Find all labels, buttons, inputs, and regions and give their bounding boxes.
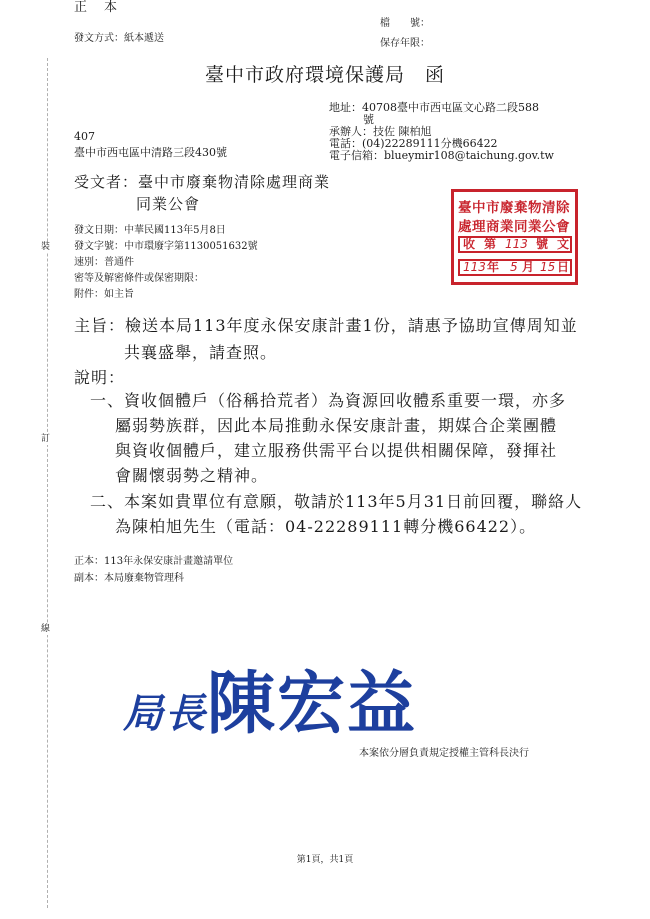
sender-phone: 電話：(04)22289111分機66422 xyxy=(329,137,498,150)
sender-officer: 承辦人：技佐 陳柏旭 xyxy=(329,125,432,138)
original-to: 正本：113年永保安康計畫邀請單位 xyxy=(74,556,234,567)
recipient-address: 臺中市西屯區中清路三段430號 xyxy=(74,146,227,159)
binding-mark: 裝 xyxy=(41,242,51,252)
stamp-receipt-number: 收 第 113 號 文 xyxy=(458,236,572,253)
recipient-line1: 受文者：臺中市廢棄物清除處理商業 xyxy=(74,173,331,191)
page-footer: 第1頁，共1頁 xyxy=(296,855,354,865)
subject-line1: 主旨：檢送本局113年度永保安康計畫1份，請惠予協助宣傳周知並 xyxy=(74,316,578,335)
file-number-label: 檔 號： xyxy=(380,18,430,29)
agency-title: 臺中市政府環境保護局 函 xyxy=(204,64,445,86)
speed: 速別：普通件 xyxy=(74,257,134,268)
item2-line: 為陳柏旭先生（電話：04-22289111轉分機66422）。 xyxy=(115,517,537,536)
delivery-method: 發文方式：紙本遞送 xyxy=(74,33,164,44)
subject-line2: 共襄盛舉，請查照。 xyxy=(124,343,278,362)
sender-address-line2: 號 xyxy=(363,113,374,126)
attachment: 附件：如主旨 xyxy=(74,289,134,300)
binding-mark: 線 xyxy=(41,624,51,634)
binding-mark: 訂 xyxy=(41,434,51,444)
confidentiality: 密等及解密條件或保密期限： xyxy=(74,273,204,284)
director-signature xyxy=(123,650,417,747)
retention-label: 保存年限： xyxy=(380,38,430,49)
item2-line: 二、本案如貴單位有意願，敬請於113年5月31日前回覆，聯絡人 xyxy=(90,492,583,511)
sender-email: 電子信箱：blueymir108@taichung.gov.tw xyxy=(329,149,554,162)
copy-to: 副本：本局廢棄物管理科 xyxy=(74,573,184,584)
item1-line: 與資收個體戶，建立服務供需平台以提供相關保障，發揮社 xyxy=(115,441,558,460)
stamp-line2: 處理商業同業公會 xyxy=(458,219,570,235)
item1-line: 一、資收個體戶（俗稱拾荒者）為資源回收體系重要一環，亦多 xyxy=(90,391,567,410)
item1-line: 會關懷弱勢之精神。 xyxy=(115,466,269,485)
issue-date: 發文日期：中華民國113年5月8日 xyxy=(74,225,226,236)
sender-address-line1: 地址：40708臺中市西屯區文心路二段588 xyxy=(329,101,539,114)
delegation-note: 本案依分層負責規定授權主管科長決行 xyxy=(359,748,529,759)
doc-number: 發文字號：中市環廢字第1130051632號 xyxy=(74,241,258,252)
stamp-line1: 臺中市廢棄物清除 xyxy=(458,200,570,216)
signature-title: 局長 xyxy=(123,690,207,737)
item1-line: 屬弱勢族群，因此本局推動永保安康計畫，期媒合企業團體 xyxy=(115,416,558,435)
signature-name: 陳宏益 xyxy=(207,664,418,744)
copy-mark: 正 本 xyxy=(74,0,120,15)
recipient-line2: 同業公會 xyxy=(136,195,201,213)
recipient-zip: 407 xyxy=(74,130,95,143)
binding-line xyxy=(47,58,48,908)
stamp-receipt-date: 113 年 5 月 15 日 xyxy=(458,259,572,276)
explanation-label: 說明： xyxy=(74,368,126,387)
receipt-stamp xyxy=(451,189,578,285)
